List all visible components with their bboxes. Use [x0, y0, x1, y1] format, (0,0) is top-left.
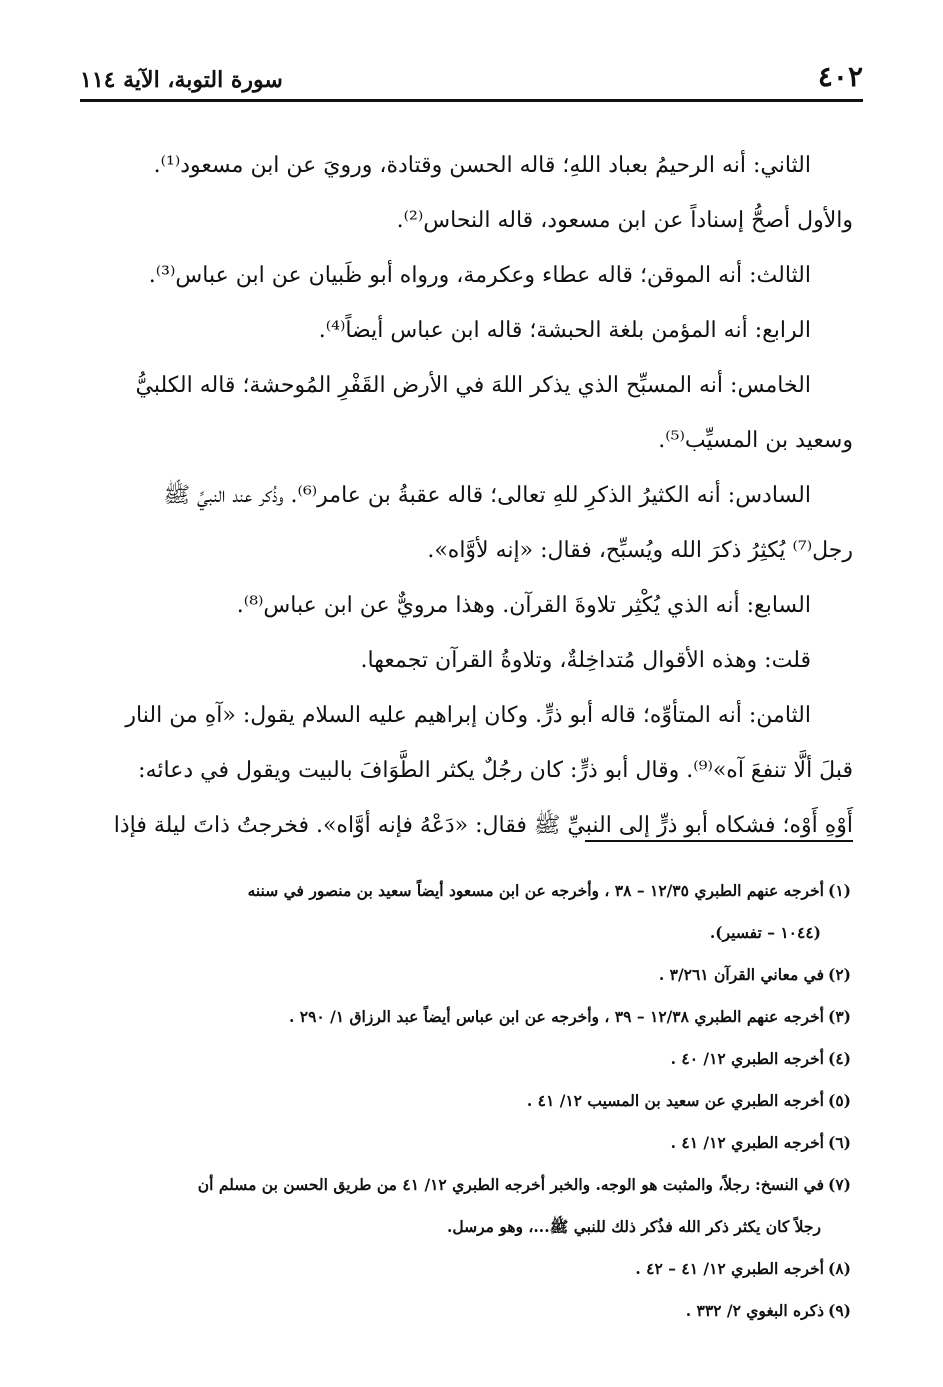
- footnotes: [78, 870, 853, 1332]
- footnote-7: (٧)في النسخ: رجلاً، والمثبت هو الوجه. والخبر أخرجه الطبري ١٢/ ٤١ من طريق الحسن بن مسلم أن: [197, 1175, 851, 1194]
- footnote-1-continuation: (١٠٤٤ – تفسير).: [709, 923, 821, 942]
- main-text: [78, 138, 853, 853]
- paragraph-line: الثالث: أنه الموقن؛ قاله عطاء وعكرمة، ورواه أبو ظَبيان عن ابن عباس⁽³⁾.: [148, 263, 811, 288]
- paragraph-line: الخامس: أنه المسبِّح الذي يذكر اللهَ في الأرض القَفْرِ المُوحشة؛ قاله الكلبيُّ: [135, 373, 811, 398]
- footnote-7-continuation: رجلاً كان يكثر ذكر الله فذُكر ذلك للنبي ﷺ...، وهو مرسل.: [446, 1217, 821, 1236]
- footnote-6: (٦)أخرجه الطبري ١٢/ ٤١ .: [670, 1133, 851, 1152]
- running-title: سورة التوبة، الآية ١١٤: [80, 67, 283, 93]
- footnote-9: (٩)ذكره البغوي ٢/ ٣٣٢ .: [685, 1301, 851, 1320]
- paragraph-line: السادس: أنه الكثيرُ الذكرِ للهِ تعالى؛ قاله عقبةُ بن عامر⁽⁶⁾. وذُكر عند النبيِّ ﷺ: [163, 483, 811, 508]
- paragraph-line: رجل⁽⁷⁾ يُكثِرُ ذكرَ الله ويُسبِّح، فقال: «إنه لأوَّاه».: [427, 538, 853, 563]
- paragraph-line: الرابع: أنه المؤمن بلغة الحبشة؛ قاله ابن عباس أيضاً⁽⁴⁾.: [318, 318, 811, 343]
- footnote-3: (٣)أخرجه عنهم الطبري ١٢/٣٨ – ٣٩ ، وأخرجه عن ابن عباس أيضاً عبد الرزاق ١/ ٢٩٠ .: [288, 1007, 851, 1026]
- page-number: ٤٠٢: [817, 60, 863, 93]
- paragraph-line: السابع: أنه الذي يُكْثِر تلاوةَ القرآن. وهذا مرويٌّ عن ابن عباس⁽⁸⁾.: [236, 593, 811, 618]
- footnote-separator: [585, 840, 853, 842]
- paragraph-line: وسعيد بن المسيِّب⁽⁵⁾.: [658, 428, 853, 453]
- paragraph-line: الثاني: أنه الرحيمُ بعباد اللهِ؛ قاله الحسن وقتادة، ورويَ عن ابن مسعود⁽¹⁾.: [153, 153, 811, 178]
- footnote-4: (٤)أخرجه الطبري ١٢/ ٤٠ .: [670, 1049, 851, 1068]
- paragraph-line: أَوْهِ أَوْه؛ فشكاه أبو ذرٍّ إلى النبيِّ ﷺ فقال: «دَعْهُ فإنه أوَّاه». فخرجتُ ذاتَ ليلة فإذا: [113, 813, 853, 838]
- paragraph-line: قلت: وهذه الأقوال مُتداخِلةٌ، وتلاوةُ القرآن تجمعها.: [360, 648, 811, 673]
- paragraph-line: قبلَ ألَّا تنفعَ آه»⁽⁹⁾. وقال أبو ذرٍّ: كان رجُلٌ يكثر الطَّوَافَ بالبيت ويقول في دعائه:: [138, 758, 853, 783]
- footnote-2: (٢)في معاني القرآن ٣/٢٦١ .: [658, 965, 851, 984]
- footnote-8: (٨)أخرجه الطبري ١٢/ ٤١ – ٤٢ .: [635, 1259, 851, 1278]
- footnote-5: (٥)أخرجه الطبري عن سعيد بن المسيب ١٢/ ٤١ .: [526, 1091, 851, 1110]
- paragraph-line: الثامن: أنه المتأوِّه؛ قاله أبو ذرٍّ. وكان إبراهيم عليه السلام يقول: «آهِ من النار: [125, 703, 811, 728]
- footnote-1: (١)أخرجه عنهم الطبري ١٢/٣٥ – ٣٨ ، وأخرجه عن ابن مسعود أيضاً سعيد بن منصور في سننه: [247, 881, 851, 900]
- page-header: [80, 62, 863, 102]
- paragraph-line: والأول أصحُّ إسناداً عن ابن مسعود، قاله النحاس⁽²⁾.: [396, 208, 853, 233]
